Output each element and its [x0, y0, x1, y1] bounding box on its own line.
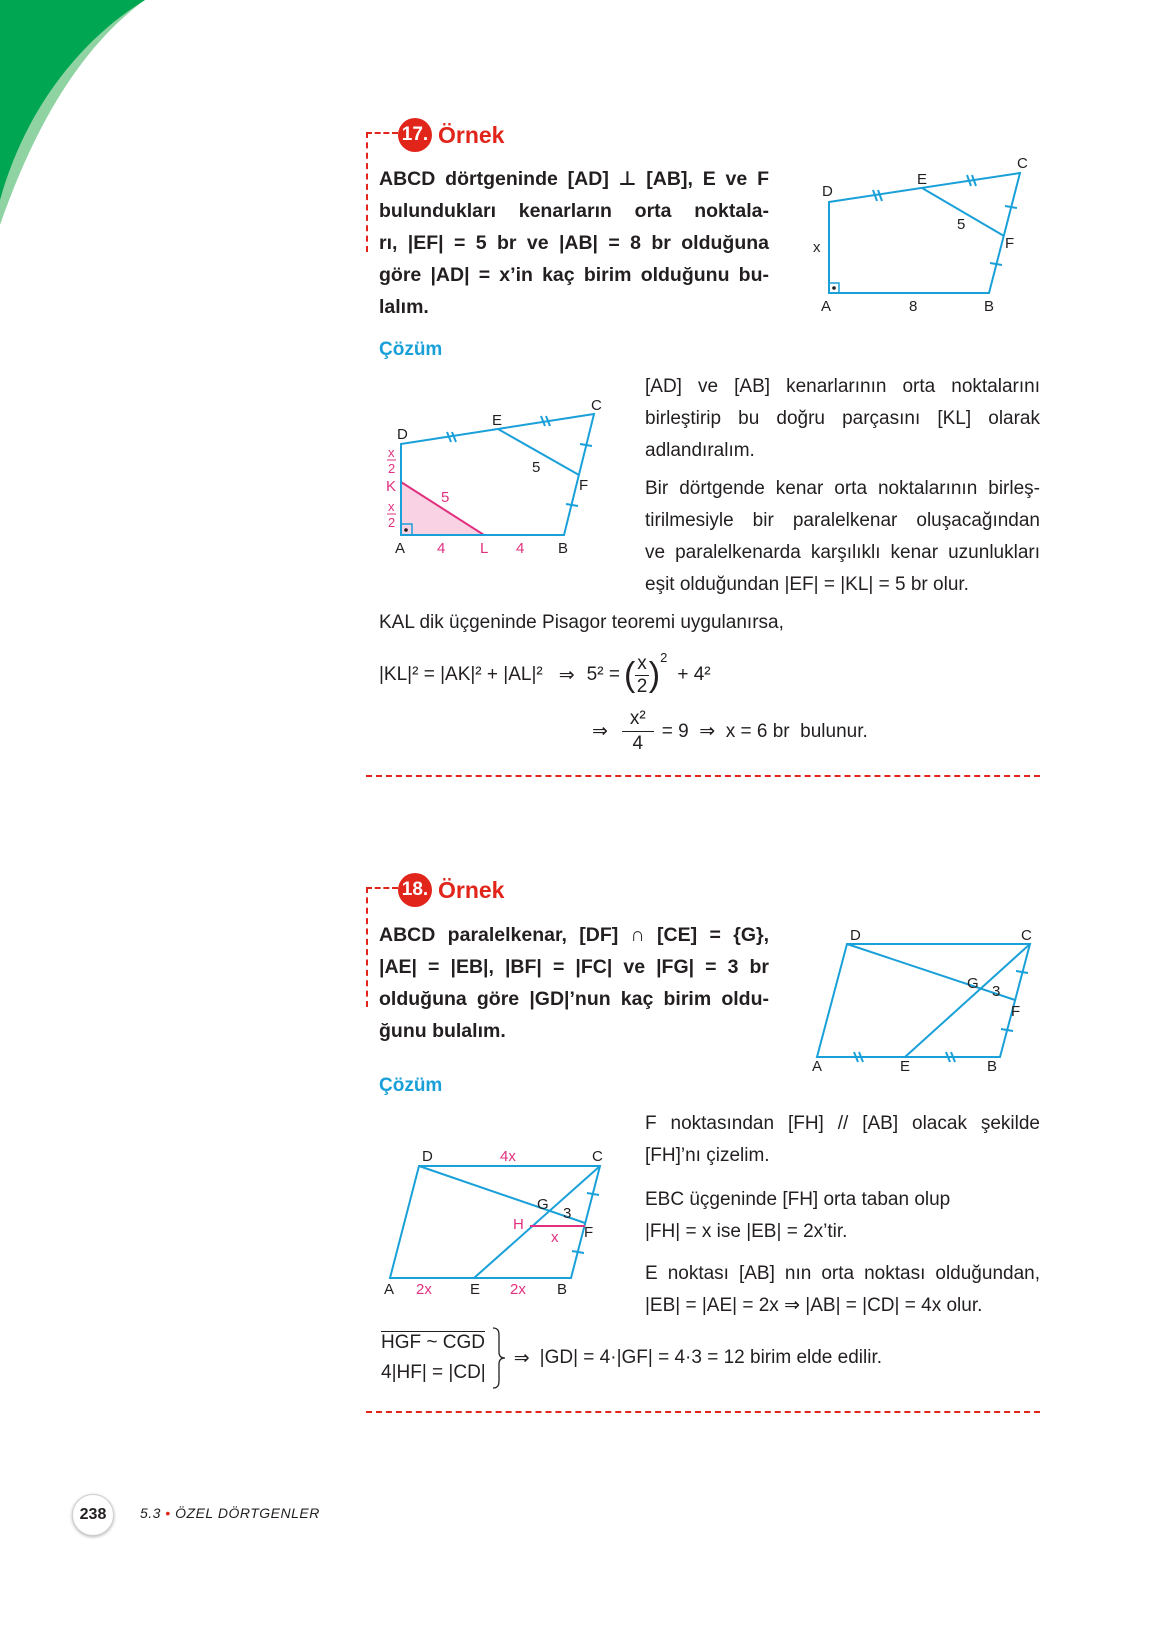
label-B: B	[557, 1281, 568, 1298]
solution-paragraph	[645, 1108, 1040, 1172]
example-18-problem	[379, 919, 769, 1047]
label-x: x	[813, 239, 821, 256]
text-line: EBC üçgeninde [FH] orta taban olup	[645, 1189, 951, 1210]
label-H: H	[513, 1216, 524, 1233]
text-line: E noktası [AB] nın orta noktası olduğundan,	[645, 1263, 1040, 1284]
page-number: 238	[72, 1494, 114, 1536]
pythagoras-intro: KAL dik üçgeninde Pisagor teoremi uygulanırsa,	[379, 612, 784, 633]
label-D: D	[850, 927, 861, 944]
text-line: [FH]’nı çizelim.	[645, 1145, 770, 1166]
label-ab: 8	[909, 298, 918, 315]
label-F: F	[579, 477, 589, 494]
label-lb: 4	[516, 540, 525, 557]
solution-label: Çözüm	[379, 339, 443, 360]
eq-arrow: ⇒	[592, 720, 608, 742]
frac-den: 2	[636, 675, 648, 697]
solution-paragraph	[645, 371, 1040, 467]
text-line: |EB| = |AE| = 2x ⇒ |AB| = |CD| = 4x olur.	[645, 1295, 983, 1316]
label-ae: 2x	[416, 1281, 432, 1298]
text-line: birleştirip bu doğru parçasını [KL] olarak	[645, 408, 1040, 429]
text-line: adlandıralım.	[645, 440, 755, 461]
label-fg: 3	[563, 1205, 572, 1222]
example-17-bottom-border	[366, 775, 1040, 777]
eq-result: |GD| = 4·|GF| = 4·3 = 12 birim elde edilir.	[539, 1347, 883, 1368]
equation-line-2	[592, 704, 868, 758]
text-line: eşit olduğundan |EF| = |KL| = 5 br olur.	[645, 574, 969, 595]
paren-right: )	[648, 655, 661, 694]
eq-lhs: |KL|² = |AK|² + |AL|²	[379, 664, 543, 685]
eq-mid: 5² =	[586, 664, 620, 685]
label-F: F	[584, 1224, 594, 1241]
label-D: D	[422, 1148, 433, 1165]
label-B: B	[987, 1058, 998, 1075]
frac-num: x	[637, 652, 647, 674]
solution-paragraph	[645, 1258, 1040, 1322]
example-17-left-border	[366, 132, 368, 252]
solution-paragraph	[645, 473, 1040, 601]
label-A: A	[812, 1058, 823, 1075]
example-18-top-border	[366, 887, 398, 889]
label-C: C	[592, 1148, 603, 1165]
label-half-x-den: 2	[388, 461, 396, 476]
example-number-badge: 17.	[398, 118, 432, 152]
example-title: Örnek	[438, 876, 505, 903]
label-eb: 2x	[510, 1281, 526, 1298]
bullet: •	[165, 1505, 171, 1521]
eq-arrow: ⇒	[513, 1347, 530, 1369]
problem-line: bulundukları kenarların orta noktala-	[379, 200, 769, 222]
text-line: [AD] ve [AB] kenarlarının orta noktalarını	[645, 376, 1040, 397]
example-number-badge: 18.	[398, 873, 432, 907]
label-K: K	[386, 478, 397, 495]
text-line: Bir dörtgende kenar orta noktalarının birleş-	[645, 478, 1040, 499]
label-C: C	[1017, 155, 1028, 172]
example-18-header	[398, 873, 504, 907]
frac-num: x²	[622, 707, 654, 732]
label-A: A	[395, 540, 406, 557]
label-half-x-den: 2	[388, 515, 396, 530]
label-C: C	[1021, 927, 1032, 944]
problem-line: ğunu bulalım.	[379, 1020, 506, 1042]
paren-left: (	[623, 655, 636, 694]
example-18-left-border	[366, 887, 368, 1007]
chapter-footer	[140, 1505, 320, 1521]
text-line: |FH| = x ise |EB| = 2x’tir.	[645, 1221, 848, 1242]
label-E: E	[917, 171, 928, 188]
example-17-solution-figure	[380, 394, 620, 564]
brace-icon	[490, 1326, 508, 1390]
problem-line: ABCD paralelkenar, [DF] ∩ [CE] = {G},	[379, 924, 769, 946]
problem-line: göre |AD| = x’in kaç birim olduğunu bu-	[379, 264, 769, 286]
solution-label: Çözüm	[379, 1075, 443, 1096]
label-D: D	[822, 183, 833, 200]
label-ef: 5	[532, 459, 541, 476]
label-C: C	[591, 397, 602, 414]
label-E: E	[900, 1058, 911, 1075]
eq-fraction	[622, 707, 654, 756]
example-18-solution-figure	[378, 1140, 618, 1300]
corner-decoration	[0, 0, 160, 240]
eq-arrow: ⇒	[558, 664, 575, 686]
label-half-x: x	[388, 499, 395, 514]
eq-line-2: 4|HF| = |CD|	[381, 1362, 486, 1383]
label-half-x: x	[388, 445, 395, 460]
solution-paragraph	[645, 1184, 1040, 1248]
label-A: A	[821, 298, 832, 315]
problem-line: lalım.	[379, 296, 429, 318]
equation-line-1	[379, 650, 711, 700]
eq-sq: 2	[660, 649, 668, 665]
label-fg: 3	[992, 983, 1001, 1000]
label-kl: 5	[441, 489, 450, 506]
example-title: Örnek	[438, 121, 505, 148]
label-al: 4	[437, 540, 446, 557]
eq-fraction	[635, 653, 649, 698]
label-hf: x	[551, 1229, 559, 1246]
chapter-title: ÖZEL DÖRTGENLER	[175, 1505, 320, 1521]
text-line: F noktasından [FH] // [AB] olacak şekilde	[645, 1113, 1040, 1134]
label-L: L	[480, 540, 489, 557]
eq-rest: = 9 ⇒ x = 6 br bulunur.	[661, 720, 868, 742]
text-line: tirilmesiyle bir paralelkenar oluşacağından	[645, 510, 1040, 531]
text-line: ve paralelkenarda karşılıklı kenar uzunlukları	[645, 542, 1040, 563]
example-18-bottom-border	[366, 1411, 1040, 1413]
example-17-top-border	[366, 132, 398, 134]
eq-line-1: HGF ~ CGD	[381, 1332, 485, 1353]
problem-line: |AE| = |EB|, |BF| = |FC| ve |FG| = 3 br	[379, 956, 769, 978]
label-F: F	[1011, 1003, 1021, 1020]
example-18-figure	[805, 922, 1045, 1082]
label-A: A	[384, 1281, 395, 1298]
problem-line: olduğuna göre |GD|’nun kaç birim oldu-	[379, 988, 769, 1010]
frac-den: 4	[632, 732, 644, 754]
eq-conditions	[381, 1328, 486, 1388]
label-E: E	[470, 1281, 481, 1298]
label-G: G	[537, 1196, 549, 1213]
label-B: B	[984, 298, 995, 315]
example-17-problem	[379, 163, 769, 323]
label-dc: 4x	[500, 1148, 516, 1165]
problem-line: ABCD dörtgeninde [AD] ⊥ [AB], E ve F	[379, 168, 769, 190]
section-number: 5.3	[140, 1505, 161, 1521]
label-F: F	[1005, 235, 1015, 252]
label-D: D	[397, 426, 408, 443]
problem-line: rı, |EF| = 5 br ve |AB| = 8 br olduğuna	[379, 232, 769, 254]
label-G: G	[967, 975, 979, 992]
eq-rhs: + 4²	[677, 664, 711, 685]
label-ef: 5	[957, 216, 966, 233]
similarity-equation	[381, 1326, 882, 1390]
label-B: B	[558, 540, 569, 557]
example-17-header	[398, 118, 504, 152]
example-17-figure	[805, 150, 1045, 320]
label-E: E	[492, 412, 503, 429]
